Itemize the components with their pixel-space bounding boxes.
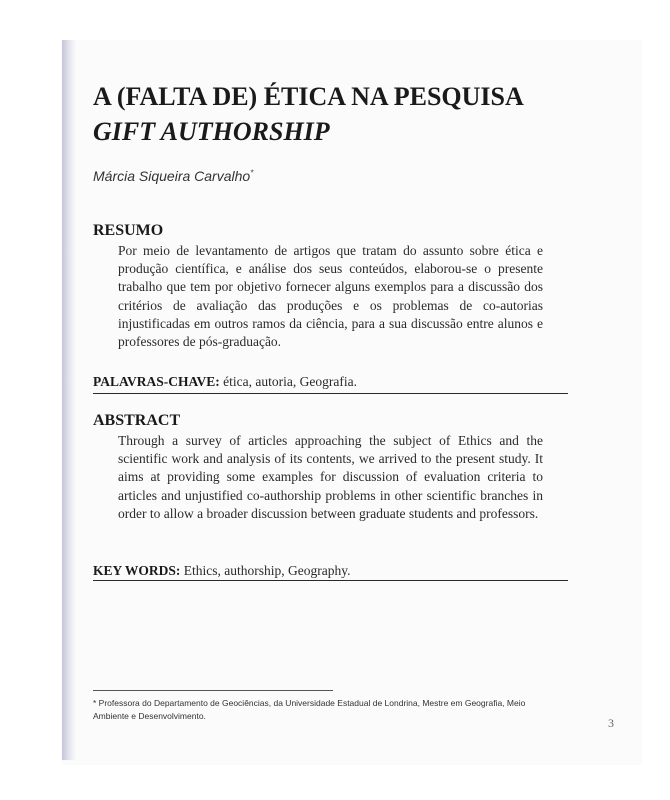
palavras-chave <box>93 373 568 391</box>
palavras-chave-label: PALAVRAS-CHAVE: <box>93 374 220 389</box>
page-number: 3 <box>608 716 614 730</box>
page-binding-shadow <box>62 40 76 760</box>
scanned-page <box>62 40 642 765</box>
footnote-divider <box>93 690 333 691</box>
author-name <box>93 168 253 184</box>
article-subtitle: GIFT AUTHORSHIP <box>93 117 330 146</box>
resumo-divider <box>93 393 568 394</box>
author-name-text: Márcia Siqueira Carvalho <box>93 168 251 184</box>
key-words-values: Ethics, authorship, Geography. <box>183 563 351 578</box>
resumo-body: Por meio de levantamento de artigos que tratam do assunto sobre ética e produção científica, e análise dos seus conteúdos, elaborou-se o presente trabalho que tem por objetivo fornecer alguns exemplos para a discussão dos critérios de avaliação das produções e os problemas de co-autorias injustificadas em outros ramos da ciência, para a sua discussão entre alunos e professores de pós-graduação. <box>118 243 543 350</box>
footnote: * Professora do Departamento de Geociências, da Universidade Estadual de Londrina, Mestre em Geografia, Meio Ambiente e Desenvolvimento. <box>93 698 526 721</box>
palavras-chave-values: ética, autoria, Geografia. <box>223 374 357 389</box>
abstract-body: Through a survey of articles approaching the subject of Ethics and the scientific work and analysis of its contents, we arrived to the present study. It aims at providing some examples for discussion of evaluation criteria to articles and unjustified co-authorship problems in other scientific branches in order to allow a broader discussion between graduate students and professors. <box>118 433 543 521</box>
key-words-label: KEY WORDS: <box>93 563 181 578</box>
abstract-heading: ABSTRACT <box>93 412 181 429</box>
resumo-heading: RESUMO <box>93 222 164 239</box>
author-footnote-mark: * <box>250 168 254 178</box>
article-title: A (FALTA DE) ÉTICA NA PESQUISA <box>93 82 524 111</box>
abstract-divider <box>93 580 568 581</box>
key-words <box>93 562 568 580</box>
